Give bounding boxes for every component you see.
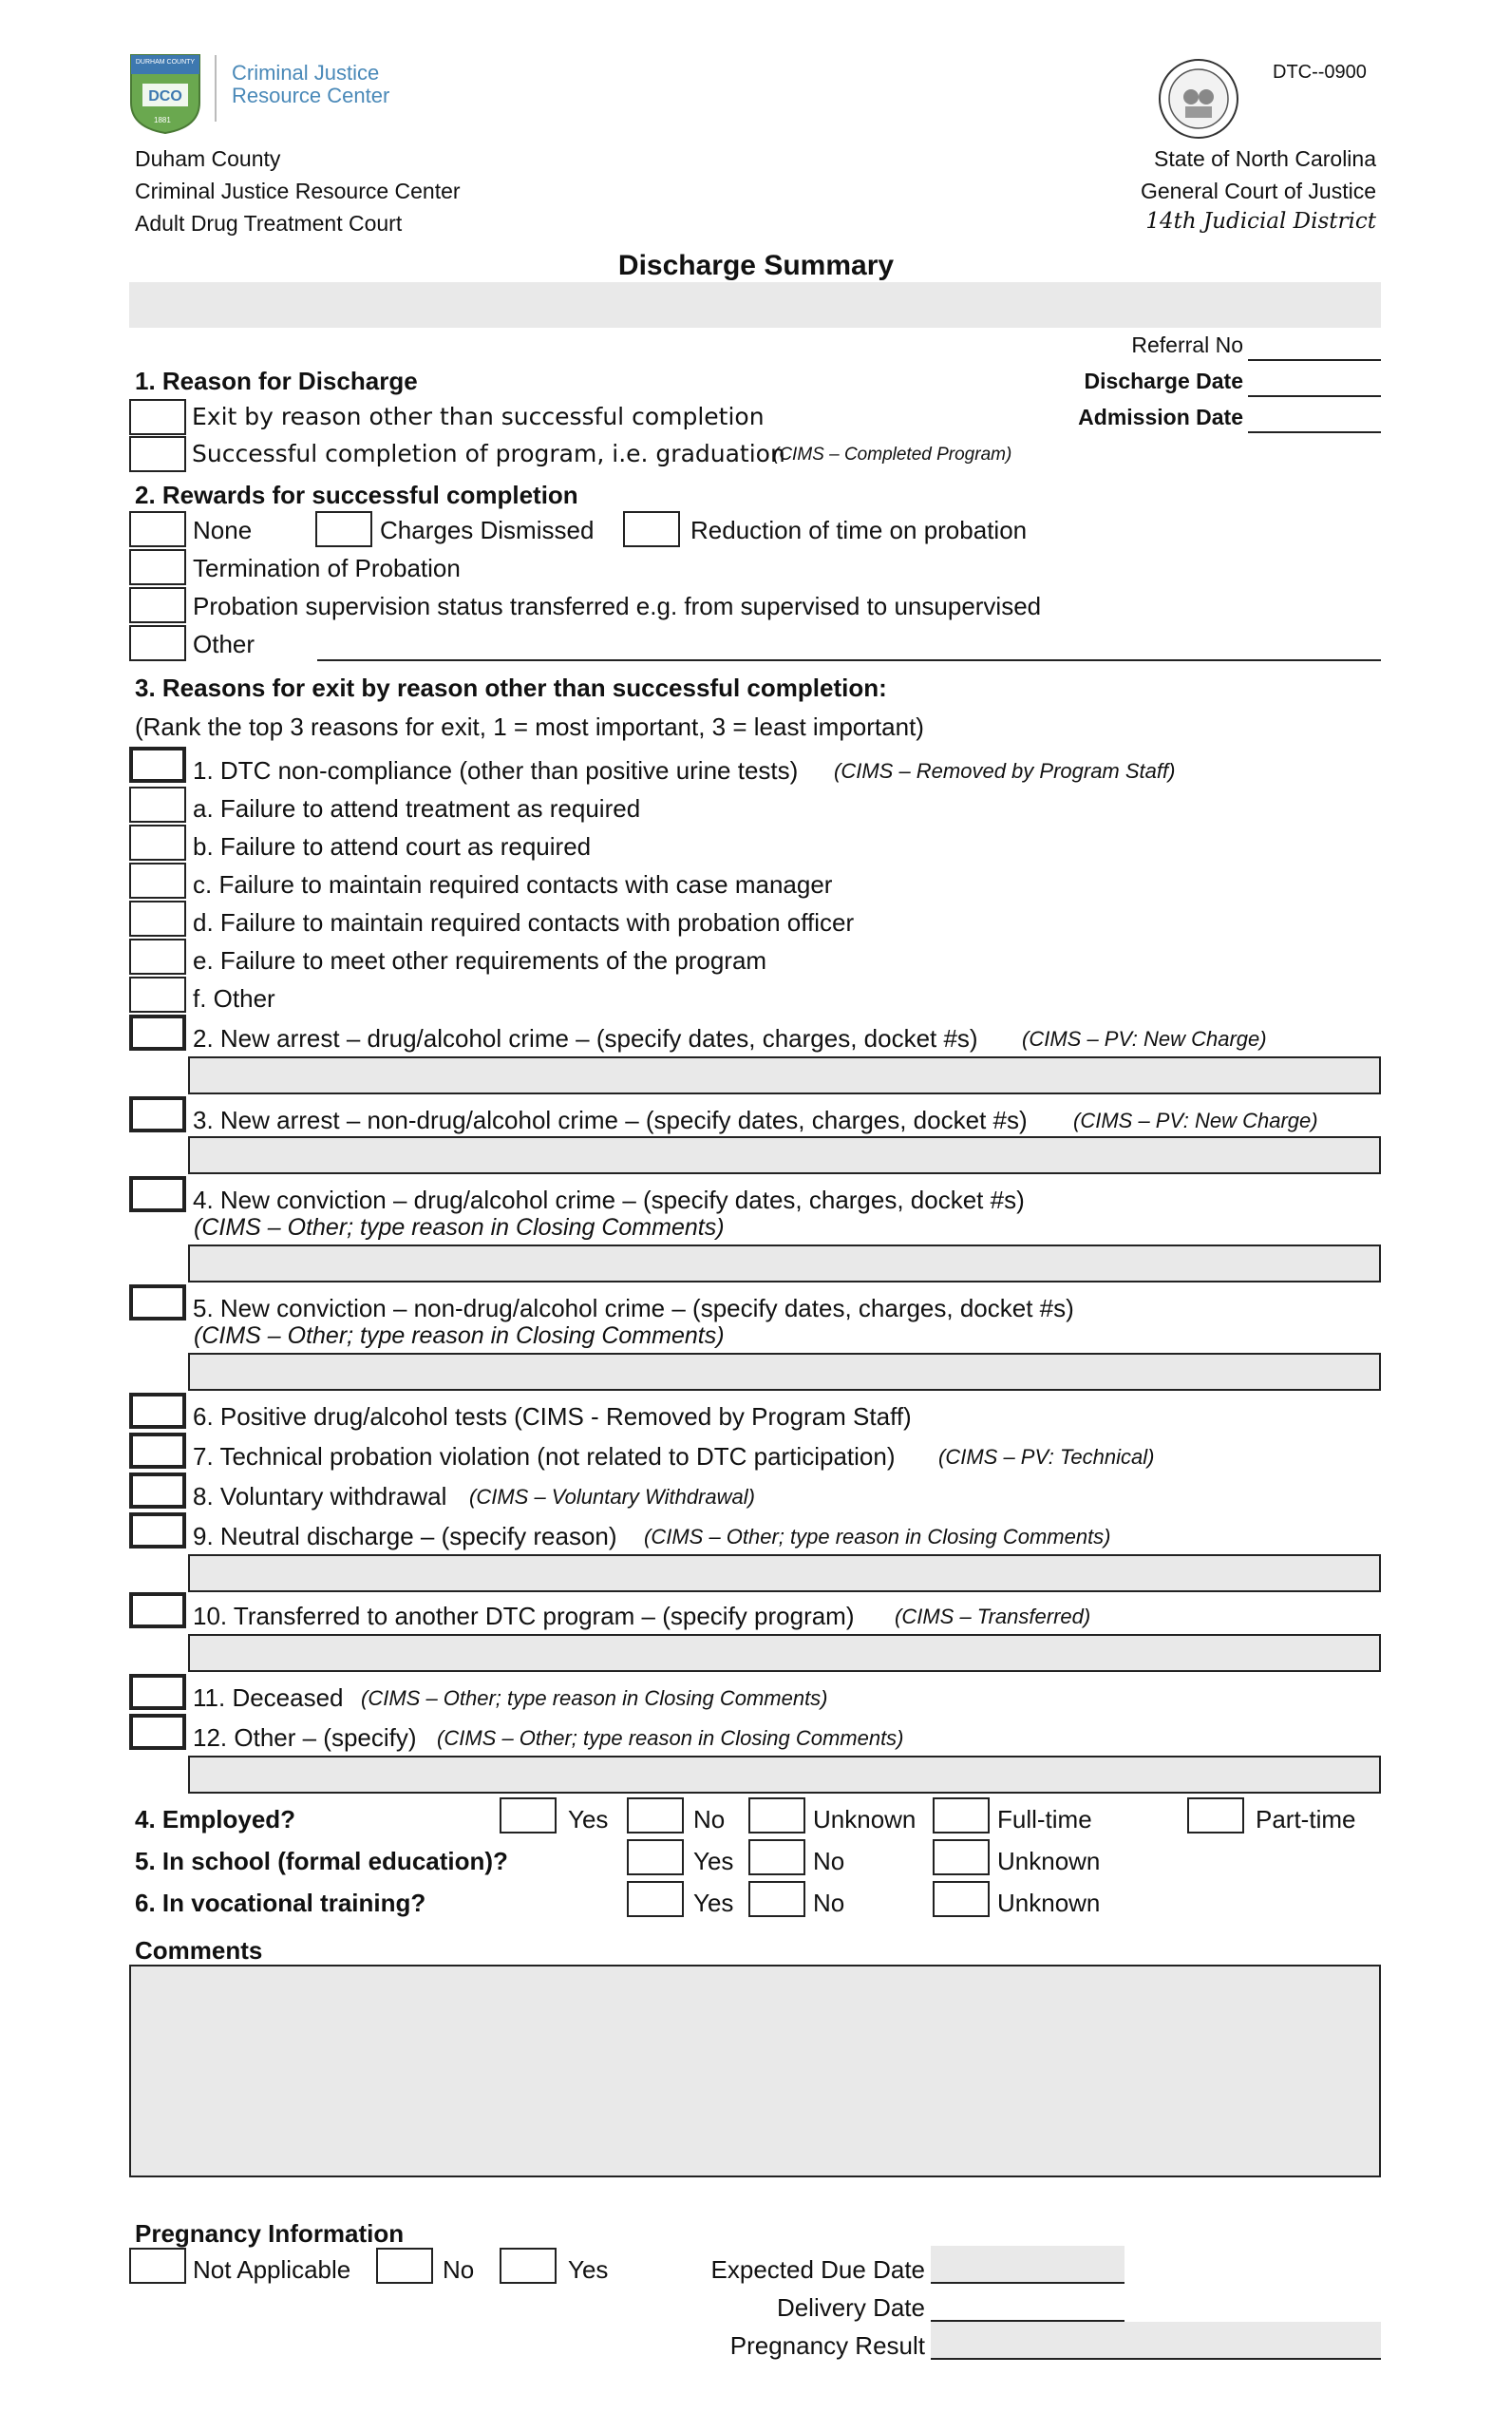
reason1-label: 1. DTC non-compliance (other than positive urine tests) [193,756,799,785]
vocational-no-checkbox[interactable] [748,1881,805,1917]
section3-heading: 3. Reasons for exit by reason other than successful completion: [135,674,887,702]
reason12-note: (CIMS – Other; type reason in Closing Comments) [437,1726,904,1750]
reason9-rank-box[interactable] [129,1512,186,1548]
reason11-rank-box[interactable] [129,1674,186,1710]
center-name: Criminal Justice Resource Center [135,179,461,203]
pregnancy-result-label: Pregnancy Result [729,2331,925,2360]
comments-field[interactable] [129,1965,1381,2177]
reason1a-label: a. Failure to attend treatment as required [193,794,641,823]
vocational-label: 6. In vocational training? [135,1889,426,1917]
reason4-label: 4. New conviction – drug/alcohol crime – (specify dates, charges, docket #s) [193,1186,1025,1214]
school-unknown-checkbox[interactable] [933,1839,990,1875]
reward-other-field[interactable] [317,631,1381,661]
form-code: DTC--0900 [1273,62,1367,83]
reason9-label: 9. Neutral discharge – (specify reason) [193,1522,617,1550]
section1-heading: 1. Reason for Discharge [135,367,418,395]
state-seal [1157,57,1240,141]
reason5-details-field[interactable] [188,1353,1381,1391]
reason8-label: 8. Voluntary withdrawal [193,1482,447,1510]
pregnancy-heading: Pregnancy Information [135,2219,405,2248]
discharge-date-field[interactable] [1248,367,1381,397]
reason11-label: 11. Deceased [193,1683,344,1712]
exit-other-label: Exit by reason other than successful completion [192,403,765,430]
org-name-line1: Criminal Justice [232,61,380,85]
reason1-note: (CIMS – Removed by Program Staff) [834,759,1176,783]
employed-fulltime-checkbox[interactable] [933,1797,990,1834]
reason8-note: (CIMS – Voluntary Withdrawal) [469,1485,755,1509]
reason1e-checkbox[interactable] [129,939,186,975]
reason5-rank-box[interactable] [129,1284,186,1320]
reason3-rank-box[interactable] [129,1096,186,1132]
reason3-note: (CIMS – PV: New Charge) [1073,1109,1318,1132]
school-yes-label: Yes [693,1847,734,1875]
page-title: Discharge Summary [617,250,895,281]
delivery-date-label: Delivery Date [776,2293,925,2322]
reason1d-checkbox[interactable] [129,901,186,937]
reason10-note: (CIMS – Transferred) [895,1605,1091,1628]
reason1d-label: d. Failure to maintain required contacts with probation officer [193,908,855,937]
reason2-details-field[interactable] [188,1056,1381,1094]
employed-fulltime-label: Full-time [997,1805,1092,1834]
school-label: 5. In school (formal education)? [135,1847,508,1875]
reason6-label: 6. Positive drug/alcohol tests (CIMS - Removed by Program Staff) [193,1402,912,1431]
reason1b-checkbox[interactable] [129,825,186,861]
successful-completion-checkbox[interactable] [129,436,186,472]
employed-unknown-label: Unknown [813,1805,917,1834]
court-system: General Court of Justice [1140,179,1376,203]
reason2-label: 2. New arrest – drug/alcohol crime – (specify dates, charges, docket #s) [193,1024,978,1053]
employed-yes-label: Yes [568,1805,609,1834]
reason7-label: 7. Technical probation violation (not related to DTC participation) [193,1442,896,1471]
vocational-unknown-label: Unknown [997,1889,1101,1917]
referral-label: Referral No [1131,332,1243,357]
due-date-label: Expected Due Date [710,2255,925,2284]
due-date-field[interactable] [931,2246,1125,2284]
termination-probation-label: Termination of Probation [193,554,461,582]
reason9-details-field[interactable] [188,1554,1381,1592]
reduction-probation-checkbox[interactable] [623,511,680,547]
title-band [129,282,1381,328]
successful-completion-label: Successful completion of program, i.e. graduation [192,440,785,467]
employed-yes-checkbox[interactable] [500,1797,557,1834]
reason4-details-field[interactable] [188,1244,1381,1282]
exit-other-checkbox[interactable] [129,399,186,435]
admission-date-field[interactable] [1248,403,1381,433]
reason1f-label: f. Other [193,984,275,1013]
reason12-details-field[interactable] [188,1756,1381,1794]
vocational-no-label: No [813,1889,845,1917]
pregnancy-yes-checkbox[interactable] [500,2248,557,2284]
employed-parttime-label: Part-time [1256,1805,1356,1834]
reason3-label: 3. New arrest – non-drug/alcohol crime – (specify dates, charges, docket #s) [193,1106,1028,1134]
reason2-rank-box[interactable] [129,1015,186,1051]
section2-heading: 2. Rewards for successful completion [135,481,578,509]
judicial-district: 14th Judicial District [1145,209,1376,234]
pregnancy-yes-label: Yes [568,2255,609,2284]
reason8-rank-box[interactable] [129,1472,186,1509]
reason1c-label: c. Failure to maintain required contacts with case manager [193,870,833,899]
reward-other-checkbox[interactable] [129,625,186,661]
reason10-label: 10. Transferred to another DTC program – (specify program) [193,1602,855,1630]
supervision-transfer-label: Probation supervision status transferred e.g. from supervised to unsupervised [193,592,1042,620]
vocational-yes-checkbox[interactable] [627,1881,684,1917]
school-yes-checkbox[interactable] [627,1839,684,1875]
svg-text:DCO: DCO [148,88,182,104]
reason1a-checkbox[interactable] [129,787,186,823]
rank-note: (Rank the top 3 reasons for exit, 1 = most important, 3 = least important) [135,712,924,741]
reward-other-label: Other [193,630,255,658]
reduction-probation-label: Reduction of time on probation [690,516,1028,544]
school-no-label: No [813,1847,845,1875]
logo-year: 1881 [154,116,171,124]
reason10-rank-box[interactable] [129,1592,186,1628]
pregnancy-na-label: Not Applicable [193,2255,351,2284]
reason1e-label: e. Failure to meet other requirements of the program [193,946,767,975]
reason11-note: (CIMS – Other; type reason in Closing Comments) [361,1686,828,1710]
admission-date-label: Admission Date [1078,405,1243,429]
reason1-rank-box[interactable] [129,747,186,783]
employed-parttime-checkbox[interactable] [1187,1797,1244,1834]
pregnancy-no-label: No [443,2255,475,2284]
pregnancy-result-field[interactable] [931,2322,1381,2360]
pregnancy-na-checkbox[interactable] [129,2248,186,2284]
comments-label: Comments [135,1936,263,1965]
reason7-note: (CIMS – PV: Technical) [938,1445,1155,1469]
termination-probation-checkbox[interactable] [129,549,186,585]
reason9-note: (CIMS – Other; type reason in Closing Comments) [644,1525,1111,1548]
vocational-unknown-checkbox[interactable] [933,1881,990,1917]
reason5-label: 5. New conviction – non-drug/alcohol crime – (specify dates, charges, docket #s) [193,1294,1074,1322]
employed-label: 4. Employed? [135,1805,296,1834]
reason7-rank-box[interactable] [129,1433,186,1469]
reason4-note: (CIMS – Other; type reason in Closing Comments) [194,1214,725,1241]
state-seal-icon [1157,57,1240,141]
reason10-details-field[interactable] [188,1634,1381,1672]
vocational-yes-label: Yes [693,1889,734,1917]
discharge-date-label: Discharge Date [1084,369,1243,393]
charges-dismissed-label: Charges Dismissed [380,516,595,544]
reason6-rank-box[interactable] [129,1393,186,1429]
employed-unknown-checkbox[interactable] [748,1797,805,1834]
org-name-line2: Resource Center [232,84,390,107]
employed-no-checkbox[interactable] [627,1797,684,1834]
logo-county-text: DURHAM COUNTY [135,59,196,66]
delivery-date-field[interactable] [931,2284,1125,2322]
reason3-details-field[interactable] [188,1136,1381,1174]
reward-none-label: None [193,516,253,544]
reason2-note: (CIMS – PV: New Charge) [1022,1027,1267,1051]
reason1f-checkbox[interactable] [129,977,186,1013]
county-name: Duham County [135,146,281,171]
reason1c-checkbox[interactable] [129,863,186,899]
employed-no-label: No [693,1805,726,1834]
reason12-label: 12. Other – (specify) [193,1723,417,1752]
reason1b-label: b. Failure to attend court as required [193,832,592,861]
pregnancy-no-checkbox[interactable] [376,2248,433,2284]
school-no-checkbox[interactable] [748,1839,805,1875]
reason12-rank-box[interactable] [129,1714,186,1750]
logo-divider [215,55,217,122]
supervision-transfer-checkbox[interactable] [129,587,186,623]
court-name: Adult Drug Treatment Court [135,211,403,236]
school-unknown-label: Unknown [997,1847,1101,1875]
referral-no-field[interactable] [1248,331,1381,361]
state-name: State of North Carolina [1154,146,1376,171]
reason4-rank-box[interactable] [129,1176,186,1212]
charges-dismissed-checkbox[interactable] [315,511,372,547]
successful-completion-note: (CIMS – Completed Program) [773,445,1012,465]
reason5-note: (CIMS – Other; type reason in Closing Comments) [194,1322,725,1349]
county-logo [129,53,201,135]
reward-none-checkbox[interactable] [129,511,186,547]
